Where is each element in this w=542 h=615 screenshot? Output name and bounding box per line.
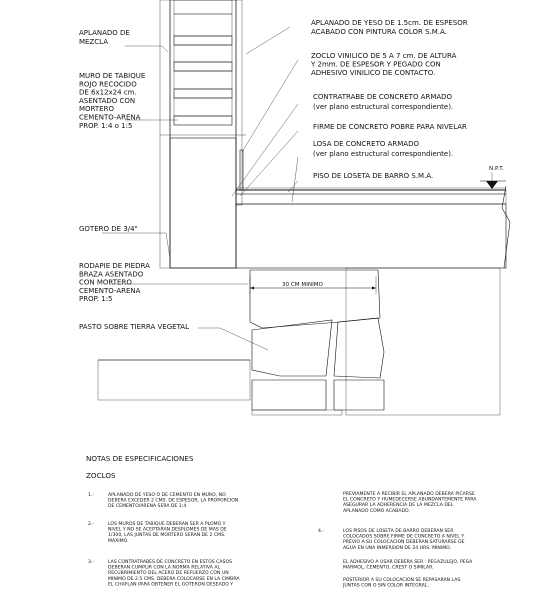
label-losa: LOSA DE CONCRETO ARMADO (ver plano estructural correspondiente). — [313, 140, 454, 158]
note-1: APLANADO DE YESO O DE CEMENTO EN MURO, NO DEBERA EXCEDER 2 CMS. DE ESPESOR, LA PROPORCION DE CEMENTO/ARENA SERA DE 1:4 — [108, 493, 239, 510]
label-aplanado-mezcla: APLANADO DE MEZCLA — [79, 29, 130, 46]
right-labels — [282, 19, 504, 288]
brick-courses — [174, 0, 232, 125]
label-firme: FIRME DE CONCRETO POBRE PARA NIVELAR — [313, 123, 467, 131]
label-zoclo: ZOCLO VINILICO DE 5 A 7 cm. DE ALTURA Y 2mm. DE ESPESOR Y PEGADO CON ADHESIVO VINILICO DE CONTACTO. — [311, 52, 457, 77]
notes-title: NOTAS DE ESPECIFICACIONES — [86, 454, 194, 463]
label-muro-tabique: MURO DE TABIQUE ROJO RECOCIDO DE 6x12x24 cm. ASENTADO CON MORTERO CEMENTO-ARENA PROP. 1:4 o 1:5 — [79, 72, 146, 130]
note-number: 4.- — [318, 529, 325, 534]
note-3-continued: PREVIAMENTE A RECIBIR EL APLANADO DEBERA PICARSE EL CONCRETO Y HUMEDECERSE ABUNDANTEMENTE PARA ASEGURAR LA ADHERENCIA DE LA MEZCLA DEL APLANADO COMO ACABADO. — [343, 492, 477, 514]
label-pasto: PASTO SOBRE TIERRA VEGETAL — [79, 323, 189, 331]
loseta-floor — [236, 190, 506, 194]
brick-wall — [160, 0, 246, 268]
note-number: 1.- — [88, 493, 95, 498]
note-4: LOS PISOS DE LOSETA DE BARRO DEBERAN SER COLOCADOS SOBRE FIRME DE CONCRETO A NIVEL Y PREVIO A SU COLOCACION DEBERAN SATURARSE DE AGUA EN UNA INMERSION DE 24 HRS. MINIMO. — [343, 529, 465, 551]
losa-concreto — [236, 204, 506, 268]
note-4-juntas: POSTERIOR A SU COLOCACION SE REPASARAN LAS JUNTAS CON O SIN COLOR INTEGRAL. — [343, 578, 461, 589]
note-number: 3.- — [88, 560, 95, 565]
left-labels — [79, 29, 189, 331]
npt-marker — [480, 172, 506, 189]
label-aplanado-yeso: APLANADO DE YESO DE 1.5cm. DE ESPESOR ACABADO CON PINTURA COLOR S.M.A. — [311, 19, 468, 36]
note-4-adhesivo: EL ADHESIVO A USAR DEBERA SER : PEGAZULEJO, PEGA MARMOL, CEMENTO, CREST O SIMILAR. — [343, 560, 473, 571]
note-2: LOS MUROS DE TABIQUE DEBERAN SER A PLOMO Y NIVEL Y NO SE ACEPTARAN DESPLOMES DE MAS DE 1/300, LAS JUNTAS DE MORTERO SERAN DE 2 CMS. MAXIMO. — [108, 522, 227, 544]
floor-slab — [236, 150, 510, 268]
label-piso: PISO DE LOSETA DE BARRO S.M.A. — [313, 172, 434, 180]
label-npt: N.P.T. — [489, 166, 504, 172]
note-number: 2.- — [88, 522, 95, 527]
firme-concreto — [236, 194, 506, 204]
notes-subtitle: ZOCLOS — [86, 471, 116, 480]
label-rodapie: RODAPIE DE PIEDRA BRAZA ASENTADO CON MORTERO CEMENTO-ARENA PROP. 1:5 — [79, 262, 150, 304]
grass — [98, 360, 250, 400]
stone-baseboard — [98, 268, 500, 415]
contratrabe — [170, 138, 236, 268]
label-gotero: GOTERO DE 3/4" — [79, 225, 138, 233]
label-dimension: 30 CM MINIMO — [282, 282, 323, 288]
notes-section — [86, 454, 478, 589]
label-contratrabe: CONTRATRABE DE CONCRETO ARMADO (ver plano estructural correspondiente). — [313, 93, 454, 111]
note-3: LAS CONTRATRABES DE CONCRETO EN ESTOS CASOS DEBERAN CUMPLIR CON LA NORMA RELATIVA AL RECUBRIMIENTO DEL ACERO DE REFUERZO CON UN MINIMO DE 2.5 CMS. DEBERA COLOCARSE EN LA CIMBRA EL CHAFLAN PARA OBTENER EL GOTERON DESEADO Y — [108, 560, 240, 588]
